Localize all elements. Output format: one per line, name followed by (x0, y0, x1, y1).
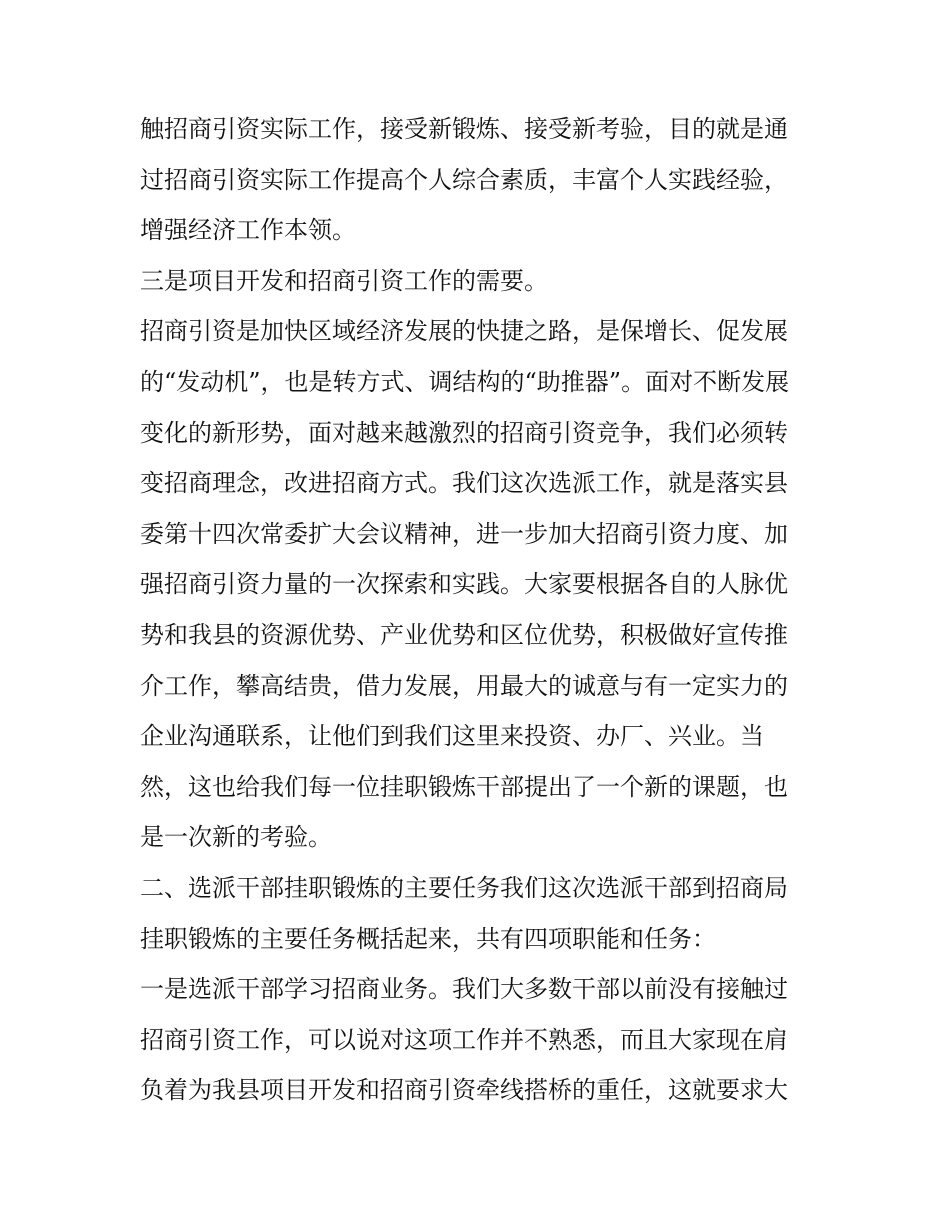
text-line: 介工作，攀高结贵，借力发展，用最大的诚意与有一定实力的 (140, 671, 788, 700)
text-line: 势和我县的资源优势、产业优势和区位优势，积极做好宣传推 (140, 620, 788, 649)
text-line: 挂职锻炼的主要任务概括起来，共有四项职能和任务： (140, 924, 716, 953)
text-line: 然，这也给我们每一位挂职锻炼干部提出了一个新的课题，也 (140, 772, 788, 801)
text-line: 变化的新形势，面对越来越激烈的招商引资竞争，我们必须转 (140, 418, 788, 447)
text-line: 过招商引资实际工作提高个人综合素质，丰富个人实践经验， (140, 165, 788, 194)
text-line: 的“发动机”，也是转方式、调结构的“助推器”。面对不断发展 (140, 367, 790, 396)
text-line: 负着为我县项目开发和招商引资牵线搭桥的重任，这就要求大 (140, 1076, 788, 1105)
text-line: 增强经济工作本领。 (140, 216, 356, 245)
text-line: 一是选派干部学习招商业务。我们大多数干部以前没有接触过 (140, 975, 788, 1004)
text-line: 招商引资工作，可以说对这项工作并不熟悉，而且大家现在肩 (140, 1025, 788, 1054)
text-line: 三是项目开发和招商引资工作的需要。 (140, 266, 548, 295)
text-line: 委第十四次常委扩大会议精神，进一步加大招商引资力度、加 (140, 519, 788, 548)
text-line: 二、选派干部挂职锻炼的主要任务我们这次选派干部到招商局 (140, 873, 788, 902)
text-line: 强招商引资力量的一次探索和实践。大家要根据各自的人脉优 (140, 570, 788, 599)
text-line: 企业沟通联系，让他们到我们这里来投资、办厂、兴业。当 (140, 722, 764, 751)
text-line: 触招商引资实际工作，接受新锻炼、接受新考验，目的就是通 (140, 115, 788, 143)
text-line: 招商引资是加快区域经济发展的快捷之路，是保增长、促发展 (140, 317, 788, 346)
body-text (140, 104, 820, 1116)
text-line: 是一次新的考验。 (140, 823, 332, 852)
text-line: 变招商理念，改进招商方式。我们这次选派工作，就是落实县 (140, 469, 788, 498)
